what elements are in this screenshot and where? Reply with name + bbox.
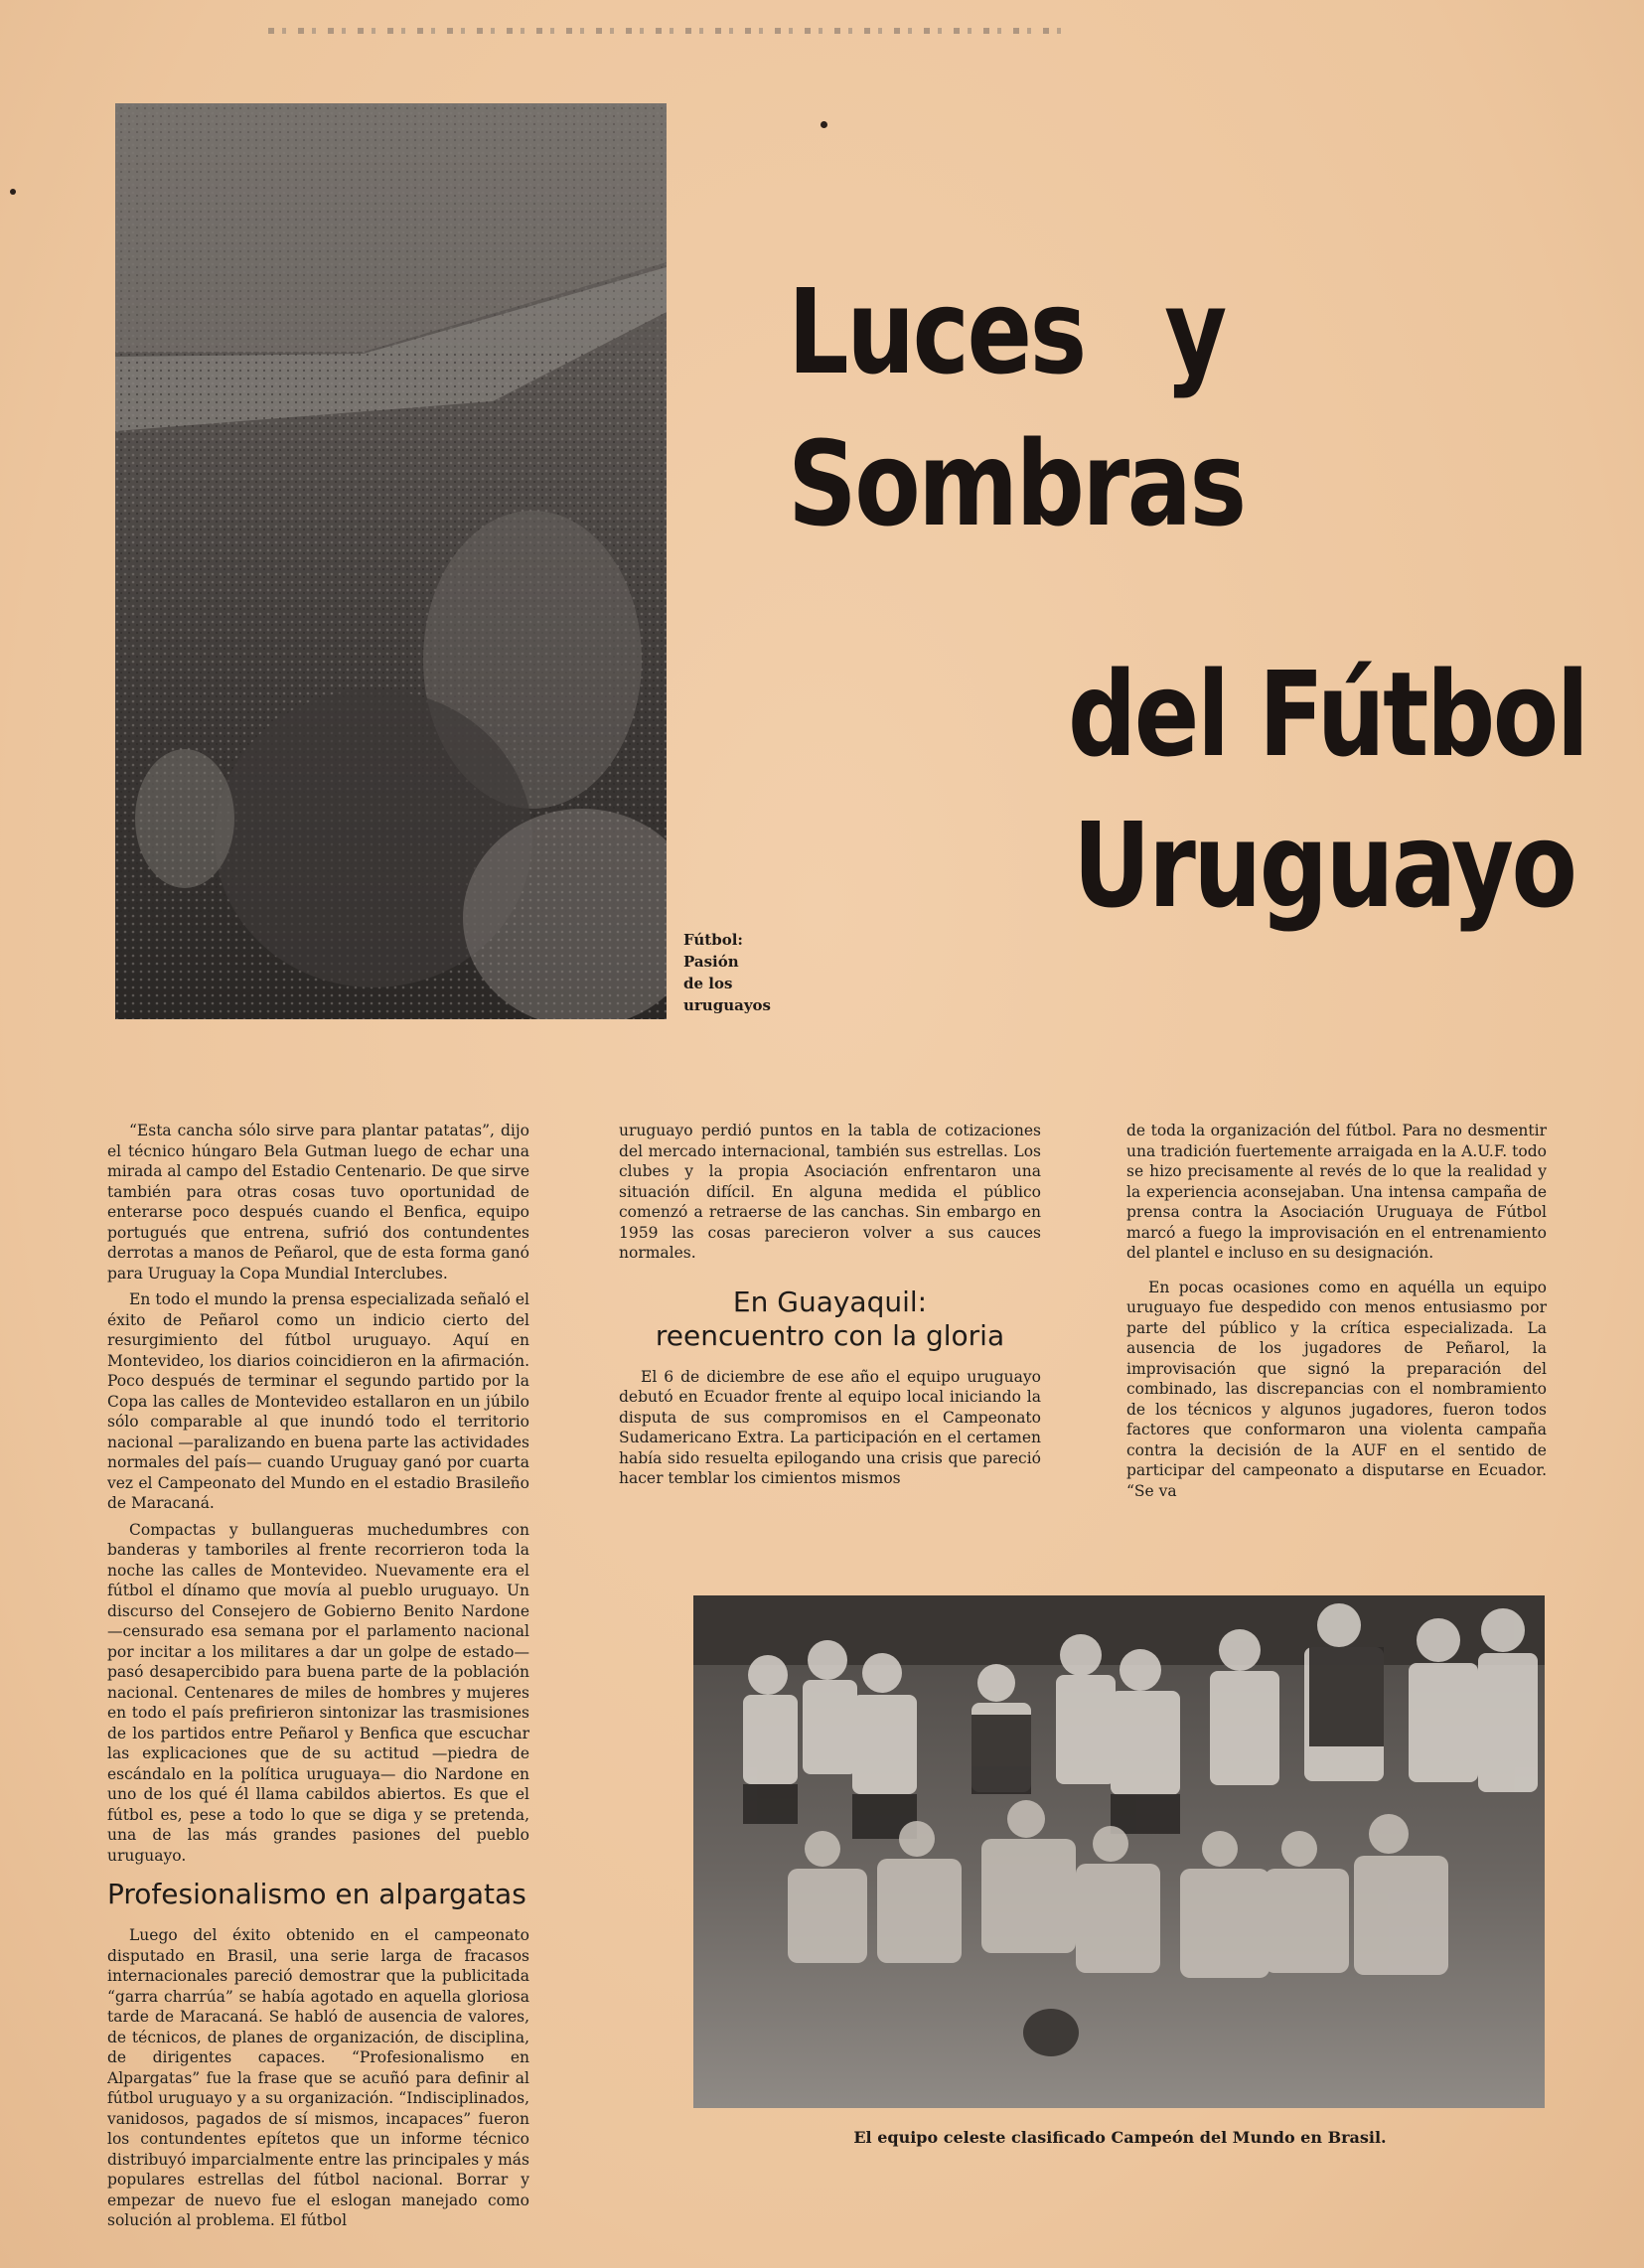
section-heading: En Guayaquil: reencuentro con la gloria: [655, 1285, 1005, 1352]
caption-line: Pasión: [683, 953, 739, 971]
team-photo: [693, 1595, 1545, 2108]
paragraph: En pocas ocasiones como en aquélla un equipo uruguayo fue despedido con menos entusiasmo por parte del público y la crítica especializada. La ausencia de los jugadores de Peñarol, la improvisación que signó la preparación del combinado, las discrepancias con el nombramiento de los técnicos y algunos jugadores, fueron todos factores que conformaron una violenta campaña contra la decisión de la AUF en el sentido de participar del campeonato a disputarse en Ecuador. “Se va: [1126, 1278, 1547, 1500]
title-line-4: Uruguayo: [1073, 797, 1575, 934]
caption-line: de los: [683, 975, 733, 992]
title-line-2: Sombras: [788, 415, 1245, 552]
title-line-3: del Fútbol: [1068, 646, 1587, 783]
stadium-photo-caption: [683, 929, 793, 1016]
caption-line: uruguayos: [683, 996, 771, 1014]
caption-line: Fútbol:: [683, 931, 743, 949]
article-column-3: [1126, 1121, 1547, 1507]
title-line-1: Luces y: [788, 263, 1225, 400]
article-column-1: [107, 1121, 529, 2237]
paragraph: Luego del éxito obtenido en el campeonato disputado en Brasil, una serie larga de fracasos internacionales pareció demostrar que la publicitada “garra charrúa” se había agotado en aquella gloriosa tarde de Maracaná. Se habló de ausencia de valores, de técnicos, de planes de organización, de disciplina, de dirigentes capaces. “Profesionalismo en Alpargatas” fue la frase que se acuñó para definir al fútbol uruguayo y a su organización. “Indisciplinados, vanidosos, pagados de sí mismos, incapaces” fueron los contundentes epítetos que un informe técnico distribuyó imparcialmente entre las principales y más populares estrellas del fútbol nacional. Borrar y empezar de nuevo fue el eslogan manejado como solución al problema. El fútbol: [107, 1926, 529, 2229]
stadium-crowd-photo: [115, 103, 667, 1019]
paragraph: Compactas y bullangueras muchedumbres con banderas y tamboriles al frente recorrieron toda la noche las calles de Montevideo. Nuevamente era el fútbol el dínamo que movía al pueblo uruguayo. Un discurso del Consejero de Gobierno Benito Nardone —censurado esa semana por el parlamento nacional por incitar a los militares a dar un golpe de estado— pasó desapercibido para buena parte de la población nacional. Centenares de miles de hombres y mujeres en todo el país prefirieron sintonizar las trasmisiones de los partidos entre Peñarol y Benfica que escuchar las explicaciones que de su actitud —piedra de escándalo en la política uruguaya— dio Nardone en uno de los qué él llama cabildos abiertos. Es que el fútbol es, pese a todo lo que se diga y se pretenda, una de las más grandes pasiones del pueblo uruguayo.: [107, 1520, 529, 1865]
paragraph: El 6 de diciembre de ese año el equipo uruguayo debutó en Ecuador frente al equipo local iniciando la disputa de sus compromisos en el Campeonato Sudamericano Extra. La participación en el certamen había sido resuelta epilogando una crisis que pareció hacer temblar los cimientos mismos: [619, 1367, 1041, 1487]
article-column-2: [619, 1121, 1041, 1495]
print-artifact: [268, 28, 1063, 34]
paragraph: uruguayo perdió puntos en la tabla de cotizaciones del mercado internacional, también sus estrellas. Los clubes y la propia Asociación enfrentaron una situación difícil. En alguna medida el público comenzó a retraerse de las canchas. Sin embargo en 1959 las cosas parecieron volver a sus cauces normales.: [619, 1122, 1041, 1262]
team-photo-caption: El equipo celeste clasificado Campeón del Mundo en Brasil.: [853, 2128, 1387, 2147]
section-heading: Profesionalismo en alpargatas: [107, 1878, 526, 1910]
paragraph: de toda la organización del fútbol. Para no desmentir una tradición fuertemente arraigada en la A.U.F. todo se hizo precisamente al revés de lo que la realidad y la experiencia aconsejaban. Una intensa campaña de prensa contra la Asociación Uruguaya de Fútbol marcó a fuego la improvisación en el entrenamiento del plantel e incluso en su designación.: [1126, 1122, 1547, 1262]
paragraph: “Esta cancha sólo sirve para plantar patatas”, dijo el técnico húngaro Bela Gutman luego de echar una mirada al campo del Estadio Centenario. De que sirve también para otras cosas tuvo oportunidad de enterarse poco después cuando el Benfica, equipo portugués que entrena, sufrió dos contundentes derrotas a manos de Peñarol, que de esta forma ganó para Uruguay la Copa Mundial Interclubes.: [107, 1122, 529, 1283]
ink-speck: [10, 189, 16, 195]
paragraph: En todo el mundo la prensa especializada señaló el éxito de Peñarol como un indicio cierto del resurgimiento del fútbol uruguayo. Aquí en Montevideo, los diarios coincidieron en la afirmación. Poco después de terminar el segundo partido por la Copa las calles de Montevideo estallaron en un júbilo sólo comparable al que inundó todo el territorio nacional —paralizando en buena parte las actividades normales del país— cuando Uruguay ganó por cuarta vez el Campeonato del Mundo en el estadio Brasileño de Maracaná.: [107, 1290, 529, 1512]
ink-speck: [821, 121, 827, 128]
